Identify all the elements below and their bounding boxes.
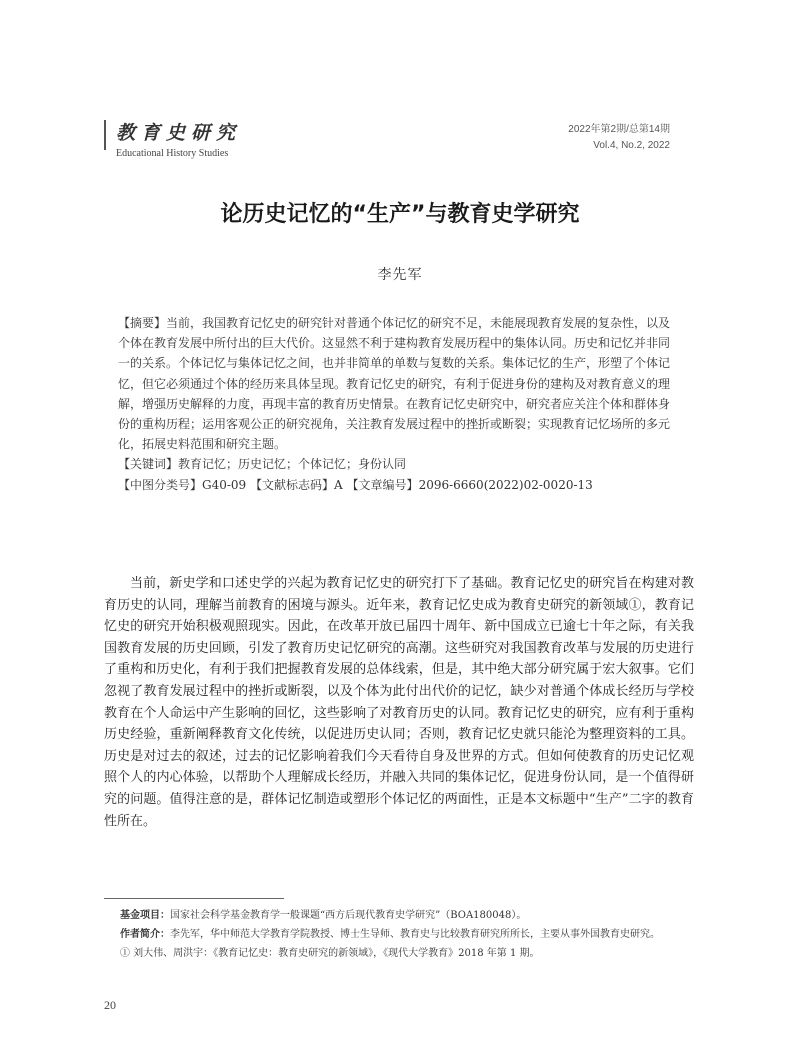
keywords-label: 【关键词】 — [118, 457, 179, 472]
fund-note — [120, 906, 720, 925]
body-paragraph: 当前，新史学和口述史学的兴起为教育记忆史的研究打下了基础。教育记忆史的研究旨在构建对教育历史的认同，理解当前教育的困境与源头。近年来，教育记忆史成为教育史研究的新领域①，教育记忆史的研究开始积极观照现实。因此，在改革开放已届四十周年、新中国成立已逾七十年之际，有关我国教育发展的历史回顾，引发了教育历史记忆研究的高潮。这些研究对我国教育改革与发展的历史进行了重构和历史化，有利于我们把握教育发展的总体线索，但是，其中绝大部分研究属于宏大叙事。它们忽视了教育发展过程中的挫折或断裂，以及个体为此付出代价的记忆，缺少对普通个体成长经历与学校教育在个人命运中产生影响的回忆，这些影响了对教育历史的认同。教育记忆史的研究，应有利于重构历史经验，重新阐释教育文化传统，以促进历史认同；否则，教育记忆史就只能沦为整理资料的工具。历史是对过去的叙述，过去的记忆影响着我们今天看待自身及世界的方式。但如何使教育的历史记忆观照个人的内心体验，以帮助个人理解成长经历，并融入共同的集体记忆，促进身份认同，是一个值得研究的问题。值得注意的是，群体记忆制造或塑形个体记忆的两面性，正是本文标题中“生产”二字的教育性所在。 — [104, 576, 694, 829]
footnote-divider — [104, 898, 284, 899]
body-text — [104, 573, 694, 832]
article-no-label: 【文章编号】 — [346, 477, 419, 492]
issue-line-en: Vol.4, No.2, 2022 — [593, 140, 670, 151]
abstract-text: 当前，我国教育记忆史的研究针对普通个体记忆的研究不足，未能展现教育发展的复杂性，以及个体在教育发展中所付出的巨大代价。这显然不利于建构教育发展历程中的集体认同。历史和记忆并非同一的关系。个体记忆与集体记忆之间，也并非简单的单数与复数的关系。集体记忆的生产，形塑了个体记忆，但它必须通过个体的经历来具体呈现。教育记忆史的研究，有利于促进身份的建构及对教育意义的理解，增强历史解释的力度，再现丰富的教育历史情景。在教育记忆史研究中，研究者应关注个体和群体身份的重构历程；运用客观公正的研究视角，关注教育发展过程中的挫折或断裂；实现教育记忆场所的多元化，拓展史料范围和研究主题。 — [118, 316, 671, 452]
author-bio-text: 李先军，华中师范大学教育学院教授、博士生导师、教育史与比较教育研究所所长，主要从事外国教育史研究。 — [170, 929, 660, 940]
issue-info — [568, 122, 670, 154]
keywords-text: 教育记忆；历史记忆；个体记忆；身份认同 — [178, 457, 407, 472]
article-title: 论历史记忆的“生产”与教育史学研究 — [220, 202, 580, 227]
doc-code-label: 【文献标志码】 — [250, 477, 335, 492]
fund-text: 国家社会科学基金教育学一般课题“西方后现代教育史学研究”（BOA180048）。 — [170, 910, 527, 921]
author-note — [120, 925, 720, 944]
classification-line — [118, 475, 678, 495]
abstract-block — [118, 313, 678, 495]
journal-title-en: Educational History Studies — [116, 148, 229, 159]
footnote-1: ① 刘大伟、周洪宇：《教育记忆史：教育史研究的新领域》，《现代大学教育》2018 年第 1 期。 — [120, 948, 540, 959]
article-author: 李先军 — [377, 267, 423, 283]
abstract-paragraph — [118, 313, 678, 454]
issue-line-zh: 2022年第2期/总第14期 — [568, 124, 670, 135]
doc-code-value: A — [334, 477, 343, 492]
author-bio-label: 作者简介： — [120, 929, 170, 940]
abstract-label: 【摘要】 — [118, 316, 167, 330]
journal-title-zh: 教育史研究 — [116, 122, 242, 144]
class-value: G40-09 — [202, 477, 247, 492]
article-no-value: 2096-6660(2022)02-0020-13 — [418, 477, 593, 492]
footnotes — [120, 906, 720, 963]
journal-masthead — [104, 118, 241, 159]
class-label: 【中图分类号】 — [118, 477, 203, 492]
keywords-line — [118, 454, 678, 474]
page-number: 20 — [104, 998, 116, 1012]
fund-label: 基金项目： — [120, 910, 170, 921]
